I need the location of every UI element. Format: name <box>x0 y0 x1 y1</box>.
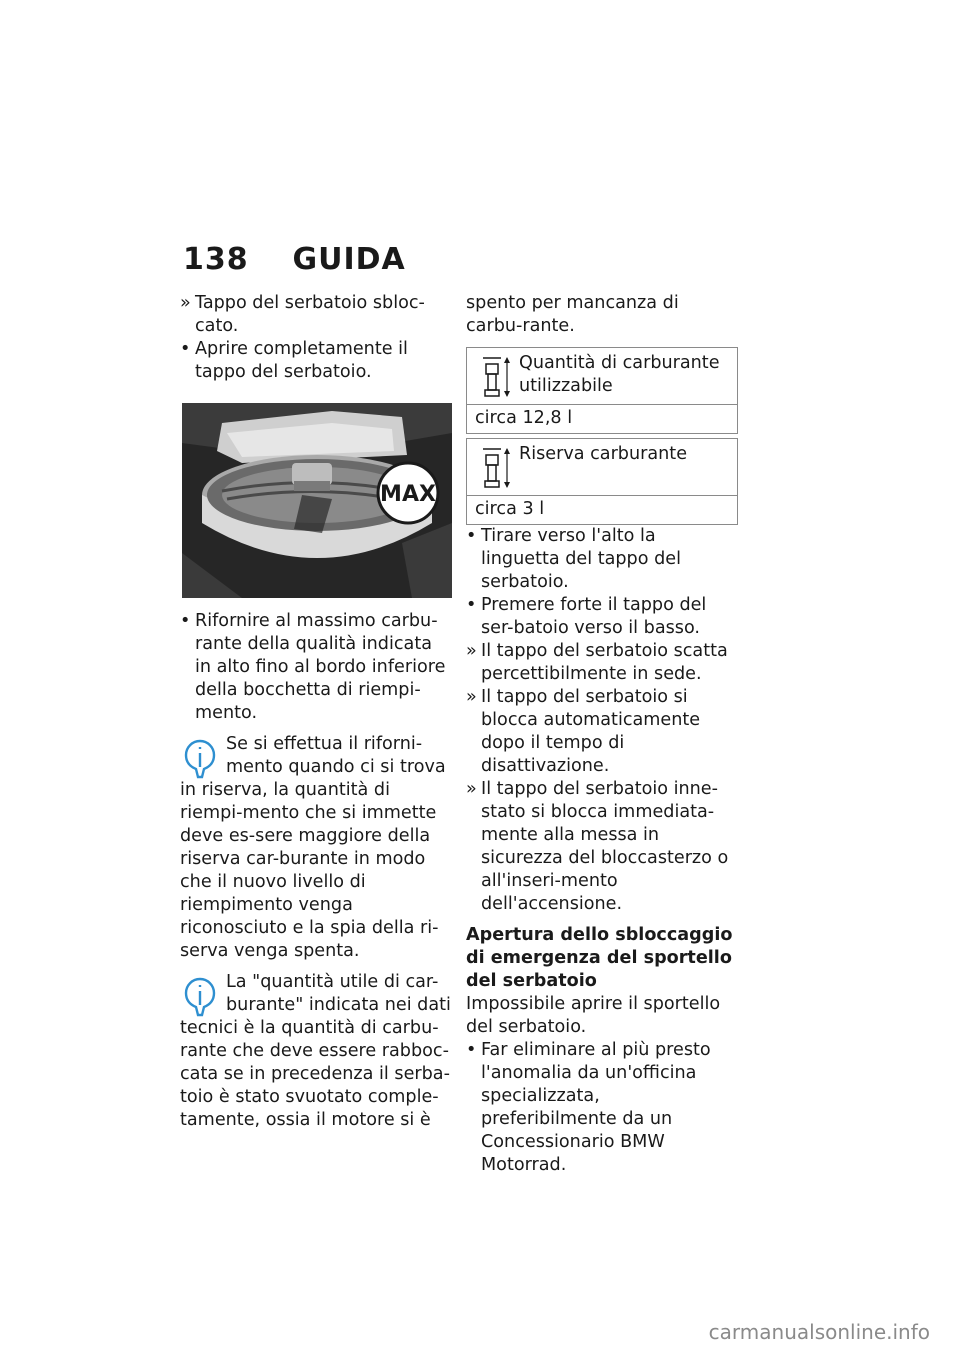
list-item <box>180 292 452 338</box>
section-heading: Apertura dello sbloccaggio di emergenza del sportello del serbatoio <box>466 925 733 991</box>
note-text: La "quantità utile di car-burante" indicata nei dati tecnici è la quantità di carbu-rante che deve essere rabboc-cata se in precedenza il serba-toio è stato svuotato comple-tamente, ossia il motore si è <box>180 972 451 1130</box>
watermark[interactable]: carmanualsonline.info <box>708 1320 930 1344</box>
intro-text: spento per mancanza di carbu-rante. <box>466 293 679 336</box>
list-item-text: Premere forte il tappo del ser-batoio verso il basso. <box>481 595 707 638</box>
list-item-text: Il tappo del serbatoio scatta percettibilmente in sede. <box>481 641 728 684</box>
fuel-tank-photo <box>182 403 452 598</box>
bullet-marker: • <box>466 1040 477 1060</box>
spec-label: Riserva carburante <box>519 444 688 464</box>
list-item-text: Tappo del serbatoio sbloc-cato. <box>195 293 425 336</box>
page-title: GUIDA <box>292 242 406 277</box>
spec-label: Quantità di carburante utilizzabile <box>519 353 720 396</box>
list-item <box>466 778 738 916</box>
bullet-marker: • <box>466 526 477 546</box>
result-marker: » <box>466 687 477 707</box>
page-number: 138 <box>183 242 249 277</box>
list-item <box>180 610 452 725</box>
result-marker: » <box>180 293 191 313</box>
list-item-text: Aprire completamente il tappo del serbatoio. <box>195 339 408 382</box>
list-item-text: Far eliminare al più presto l'anomalia da un'officina specializzata, preferibilmente da un Concessionario BMW Motorrad. <box>481 1040 711 1175</box>
spec-value: circa 12,8 l <box>475 408 573 428</box>
list-item <box>466 640 738 686</box>
fuel-level-icon <box>479 354 513 400</box>
spec-value: circa 3 l <box>475 499 545 519</box>
bullet-marker: • <box>466 595 477 615</box>
result-marker: » <box>466 641 477 661</box>
list-item <box>466 525 738 594</box>
section-intro: Impossibile aprire il sportello del serbatoio. <box>466 994 721 1037</box>
list-item <box>466 594 738 640</box>
info-note <box>180 971 452 1132</box>
right-column <box>466 292 738 1177</box>
list-item <box>180 338 452 384</box>
list-item-text: Il tappo del serbatoio inne-stato si blocca immediata-mente alla messa in sicurezza del bloccasterzo o all'inseri-mento dell'accensione. <box>481 779 729 914</box>
list-item-text: Rifornire al massimo carbu-rante della qualità indicata in alto fino al bordo inferiore della bocchetta di riempi-mento. <box>195 611 446 723</box>
info-icon <box>180 735 220 779</box>
info-icon <box>180 973 220 1017</box>
result-marker: » <box>466 779 477 799</box>
list-item <box>466 1039 738 1177</box>
list-item-text: Il tappo del serbatoio si blocca automaticamente dopo il tempo di disattivazione. <box>481 687 701 776</box>
max-mark-label: MAX <box>380 482 436 507</box>
spec-header <box>467 439 737 496</box>
list-item-text: Tirare verso l'alto la linguetta del tappo del serbatoio. <box>481 526 681 592</box>
spec-box <box>466 347 738 434</box>
left-column <box>180 292 452 1132</box>
list-item <box>466 686 738 778</box>
spec-header <box>467 348 737 405</box>
page-header <box>183 242 406 277</box>
note-text: Se si effettua il riforni-mento quando ci si trova in riserva, la quantità di riempi-mento che si immette deve es-sere maggiore della riserva car-burante in modo che il nuovo livello di riempimento venga riconosciuto e la spia della ri-serva venga spenta. <box>180 734 446 961</box>
fuel-reserve-icon <box>479 445 513 491</box>
spec-box <box>466 438 738 525</box>
bullet-marker: • <box>180 339 191 359</box>
bullet-marker: • <box>180 611 191 631</box>
info-note <box>180 733 452 963</box>
